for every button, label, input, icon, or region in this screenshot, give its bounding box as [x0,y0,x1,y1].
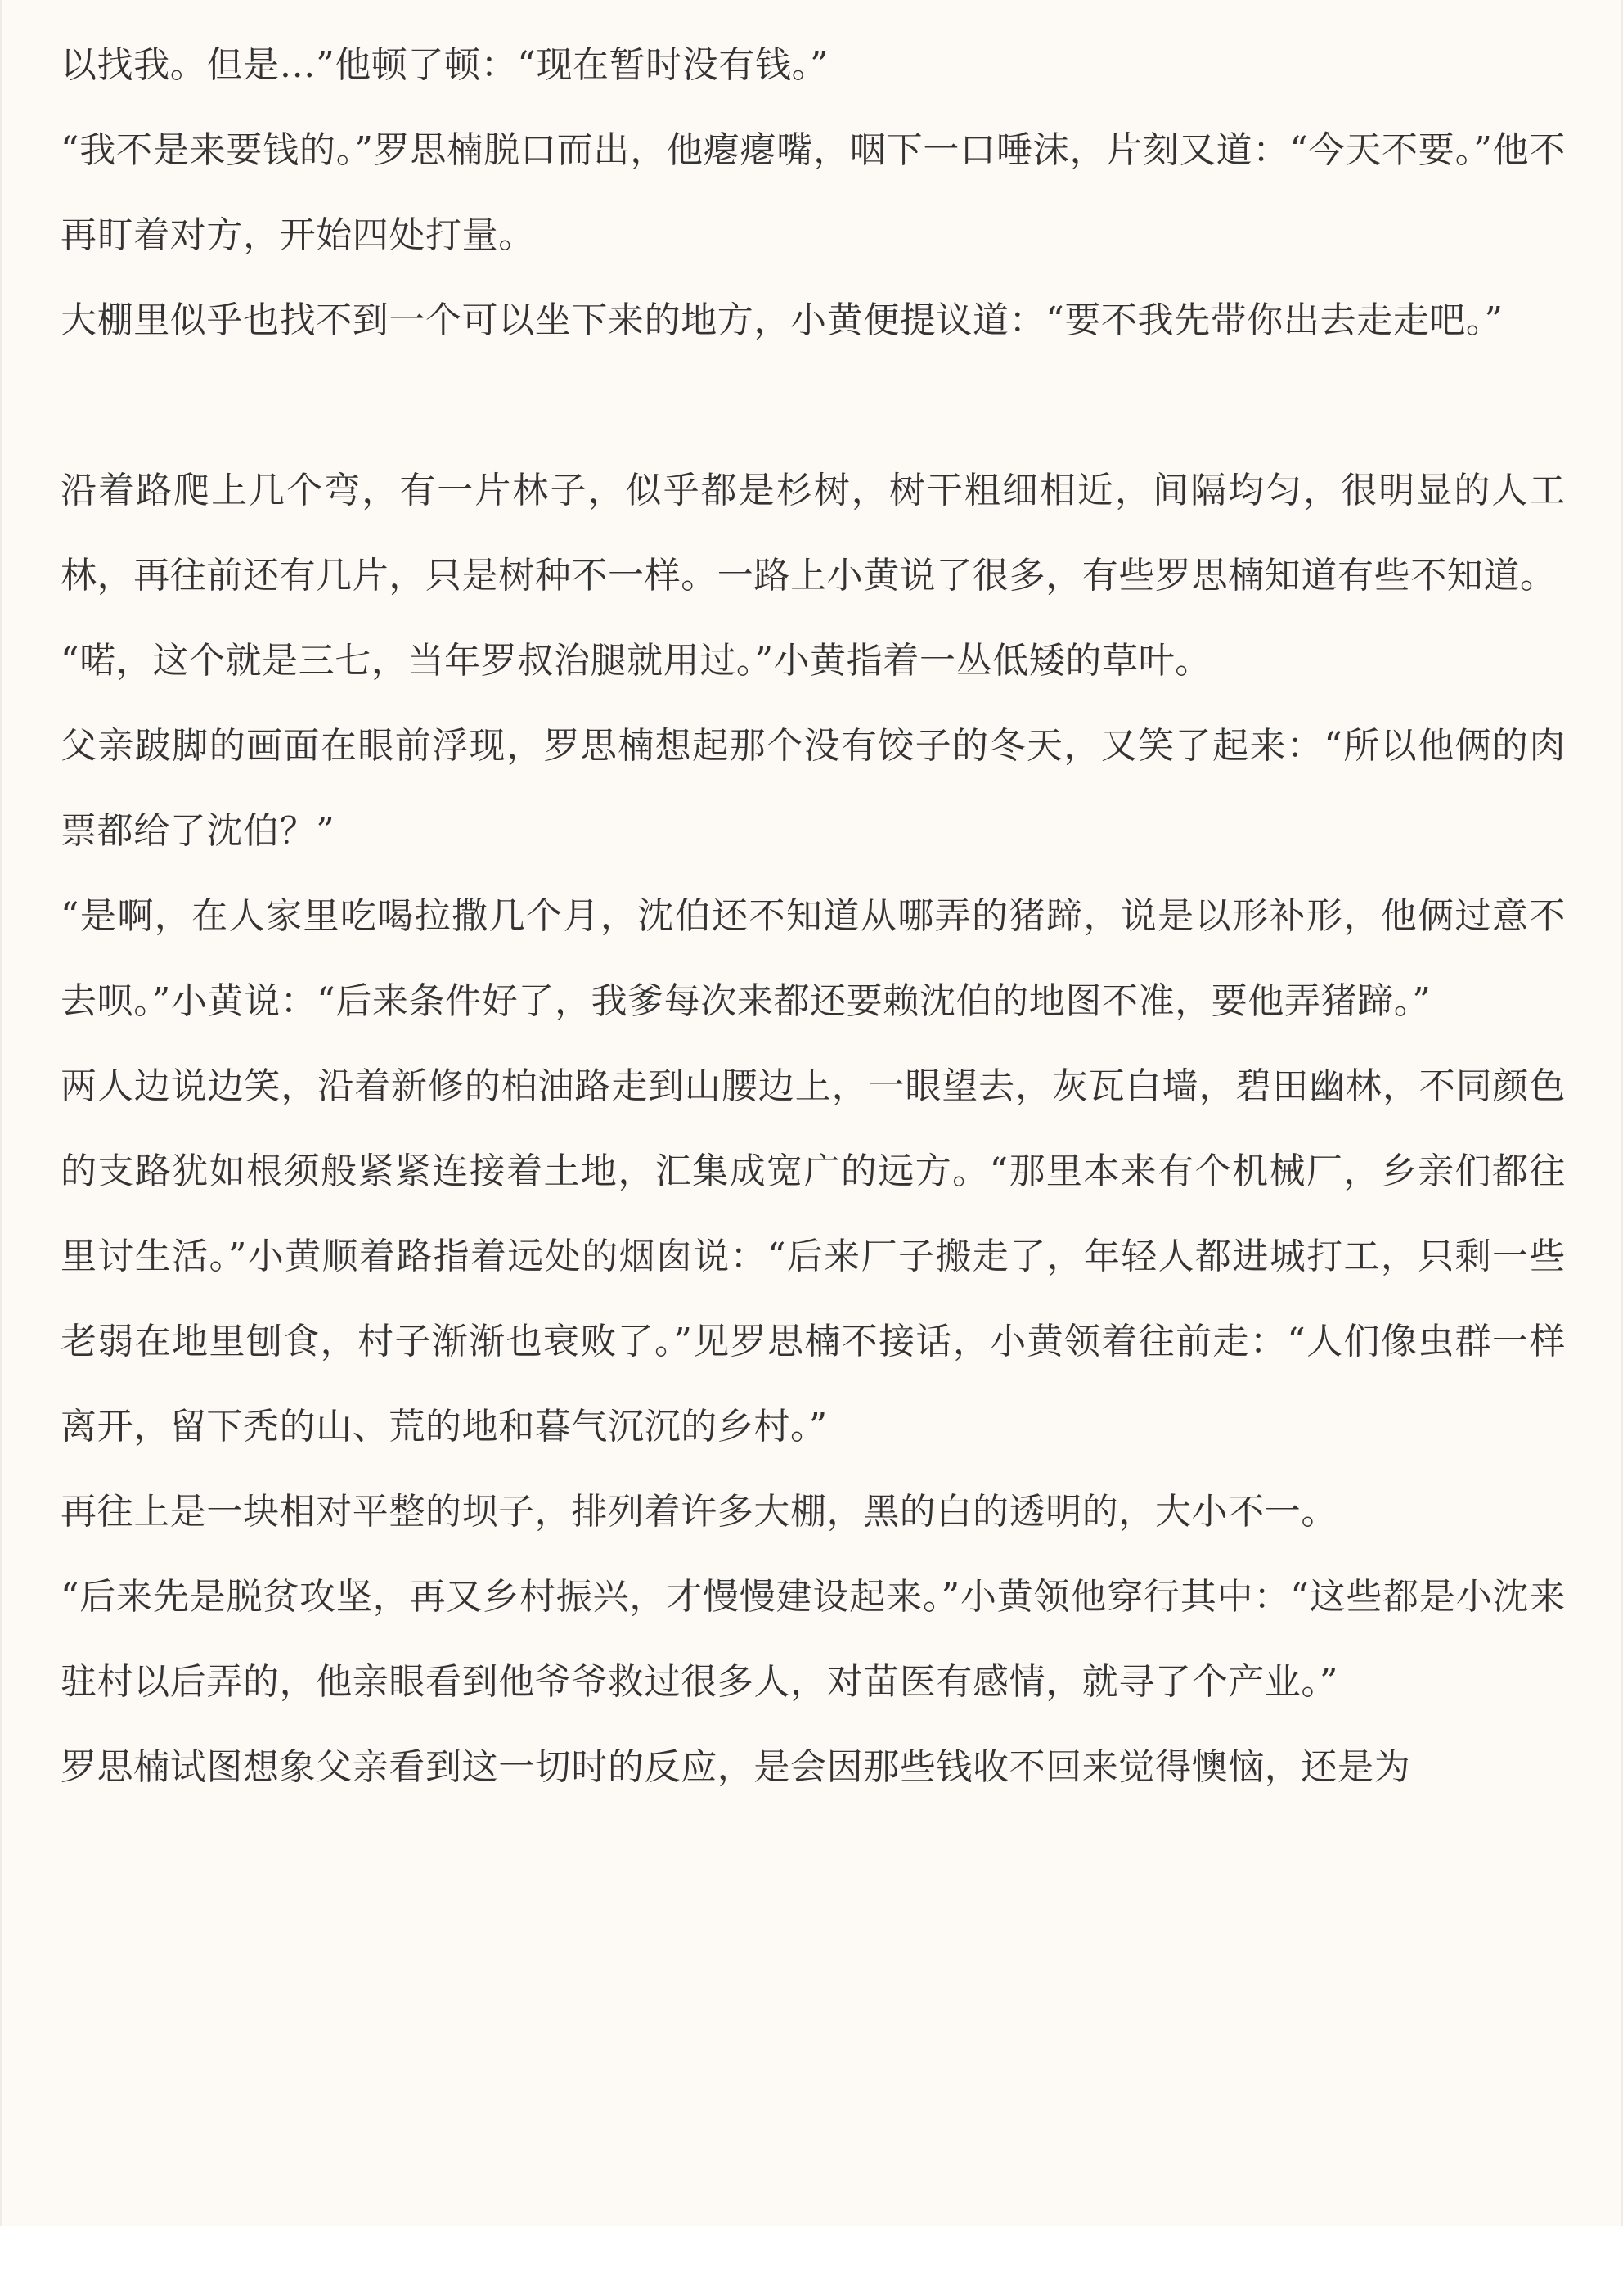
paragraph-11: 罗思楠试图想象父亲看到这一切时的反应，是会因那些钱收不回来觉得懊恼，还是为 [61,1746,1411,1788]
paragraph-2: “我不是来要钱的。”罗思楠脱口而出，他瘪瘪嘴，咽下一口唾沫，片刻又道：“今天不要。”他不再盯着对方，开始四处打量。 [61,129,1566,256]
paragraph-1: 以找我。但是…”他顿了顿：“现在暂时没有钱。” [61,44,829,86]
paragraph-7: “是啊，在人家里吃喝拉撒几个月，沈伯还不知道从哪弄的猪蹄，说是以形补形，他俩过意不去呗。”小黄说：“后来条件好了，我爹每次来都还要赖沈伯的地图不准，要他弄猪蹄。” [61,895,1566,1022]
paragraph-10: “后来先是脱贫攻坚，再又乡村振兴，才慢慢建设起来。”小黄领他穿行其中：“这些都是小沈来驻村以后弄的，他亲眼看到他爷爷救过很多人，对苗医有感情，就寻了个产业。” [61,1576,1566,1703]
paragraph-9: 再往上是一块相对平整的坝子，排列着许多大棚，黑的白的透明的，大小不一。 [61,1491,1338,1533]
paragraph-4: 沿着路爬上几个弯，有一片林子，似乎都是杉树，树干粗细相近，间隔均匀，很明显的人工林，再往前还有几片，只是树种不一样。一路上小黄说了很多，有些罗思楠知道有些不知道。 [61,470,1566,597]
paragraph-6: 父亲跛脚的画面在眼前浮现，罗思楠想起那个没有饺子的冬天，又笑了起来：“所以他俩的肉票都给了沈伯？” [61,725,1566,852]
paragraph-5: “喏，这个就是三七，当年罗叔治腿就用过。”小黄指着一丛低矮的草叶。 [61,640,1212,682]
paragraph-3: 大棚里似乎也找不到一个可以坐下来的地方，小黄便提议道：“要不我先带你出去走走吧。” [61,299,1504,341]
paragraph-8: 两人边说边笑，沿着新修的柏油路走到山腰边上，一眼望去，灰瓦白墙，碧田幽林，不同颜色的支路犹如根须般紧紧连接着土地，汇集成宽广的远方。“那里本来有个机械厂，乡亲们都往里讨生活。”小黄顺着路指着远处的烟囱说：“后来厂子搬走了，年轻人都进城打工，只剩一些老弱在地里刨食，村子渐渐也衰败了。”见罗思楠不接话，小黄领着往前走：“人们像虫群一样离开，留下秃的山、荒的地和暮气沉沉的乡村。” [61,1065,1566,1447]
section-break [61,363,1566,448]
body-text [61,23,1566,1810]
